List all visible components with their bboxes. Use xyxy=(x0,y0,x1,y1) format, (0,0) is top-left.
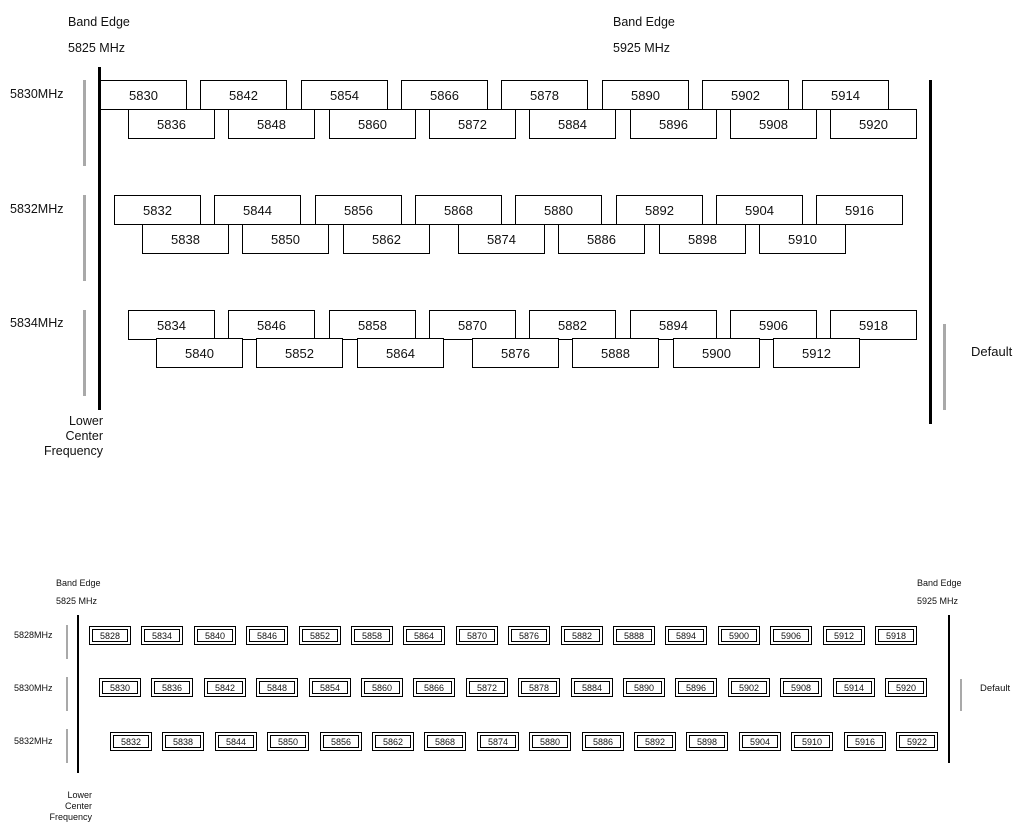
row-bracket-small-5828 xyxy=(66,625,68,659)
channel-box-small-5838 xyxy=(162,732,204,751)
channel-box-5870: 5870 xyxy=(429,310,516,340)
row-bracket-5830 xyxy=(83,80,86,166)
channel-box-5872: 5872 xyxy=(429,109,516,139)
channel-box-5834: 5834 xyxy=(128,310,215,340)
channel-box-5866: 5866 xyxy=(401,80,488,110)
channel-box-small-label: 5866 xyxy=(416,681,452,694)
row-label-small-5828: 5828MHz xyxy=(14,630,53,640)
channel-box-small-5862 xyxy=(372,732,414,751)
band-edge-left-title: Band Edge xyxy=(68,15,130,29)
channel-box-small-label: 5904 xyxy=(742,735,778,748)
channel-box-small-label: 5852 xyxy=(302,629,338,642)
row-label-small-5832: 5832MHz xyxy=(14,736,53,746)
channel-box-5884: 5884 xyxy=(529,109,616,139)
channel-box-small-5854 xyxy=(309,678,351,697)
band-edge-left xyxy=(68,9,130,61)
channel-box-small-label: 5868 xyxy=(427,735,463,748)
channel-box-small-label: 5844 xyxy=(218,735,254,748)
band-edge-left-small xyxy=(56,574,101,610)
channel-box-5900: 5900 xyxy=(673,338,760,368)
channel-box-small-5902 xyxy=(728,678,770,697)
channel-box-small-5846 xyxy=(246,626,288,645)
band-edge-right-small xyxy=(917,574,962,610)
channel-box-5890: 5890 xyxy=(602,80,689,110)
band-edge-right-small-title: Band Edge xyxy=(917,578,962,588)
channel-box-small-5908 xyxy=(780,678,822,697)
channel-box-small-label: 5878 xyxy=(521,681,557,694)
row-bracket-5834 xyxy=(83,310,86,396)
channel-box-small-5868 xyxy=(424,732,466,751)
channel-box-5910: 5910 xyxy=(759,224,846,254)
channel-box-small-5896 xyxy=(675,678,717,697)
channel-box-small-5864 xyxy=(403,626,445,645)
default-bracket xyxy=(943,324,946,410)
channel-box-small-5914 xyxy=(833,678,875,697)
channel-box-5920: 5920 xyxy=(830,109,917,139)
channel-box-small-5898 xyxy=(686,732,728,751)
channel-box-small-label: 5910 xyxy=(794,735,830,748)
channel-box-small-label: 5858 xyxy=(354,629,390,642)
channel-box-small-label: 5854 xyxy=(312,681,348,694)
channel-box-5888: 5888 xyxy=(572,338,659,368)
channel-box-small-5878 xyxy=(518,678,560,697)
channel-box-small-5860 xyxy=(361,678,403,697)
channel-box-small-label: 5890 xyxy=(626,681,662,694)
channel-box-small-5900 xyxy=(718,626,760,645)
default-label-small: Default xyxy=(980,683,1011,694)
channel-box-small-label: 5850 xyxy=(270,735,306,748)
channel-box-small-label: 5920 xyxy=(888,681,924,694)
channel-box-small-label: 5874 xyxy=(480,735,516,748)
channel-box-small-5886 xyxy=(582,732,624,751)
channel-box-small-label: 5836 xyxy=(154,681,190,694)
channel-box-5864: 5864 xyxy=(357,338,444,368)
channel-box-5908: 5908 xyxy=(730,109,817,139)
channel-box-5918: 5918 xyxy=(830,310,917,340)
channel-box-5894: 5894 xyxy=(630,310,717,340)
lower-center-frequency-label-small xyxy=(22,790,92,823)
channel-box-5892: 5892 xyxy=(616,195,703,225)
lower-center-small-line-3: Frequency xyxy=(49,812,92,822)
row-bracket-small-5832 xyxy=(66,729,68,763)
band-edge-left-small-title: Band Edge xyxy=(56,578,101,588)
channel-box-small-5892 xyxy=(634,732,676,751)
channel-box-small-label: 5838 xyxy=(165,735,201,748)
channel-box-small-5880 xyxy=(529,732,571,751)
channel-box-small-5916 xyxy=(844,732,886,751)
upper-band-edge-line xyxy=(929,80,932,424)
channel-box-small-label: 5856 xyxy=(323,735,359,748)
channel-box-small-label: 5908 xyxy=(783,681,819,694)
row-label-5830: 5830MHz xyxy=(10,87,64,101)
channel-box-small-5890 xyxy=(623,678,665,697)
channel-box-small-5858 xyxy=(351,626,393,645)
band-edge-right xyxy=(613,9,675,61)
channel-box-small-label: 5872 xyxy=(469,681,505,694)
upper-band-edge-line-small xyxy=(948,615,950,763)
channel-box-5868: 5868 xyxy=(415,195,502,225)
row-bracket-small-5830 xyxy=(66,677,68,711)
channel-box-5862: 5862 xyxy=(343,224,430,254)
channel-box-small-label: 5906 xyxy=(773,629,809,642)
channel-box-small-label: 5882 xyxy=(564,629,600,642)
channel-box-5874: 5874 xyxy=(458,224,545,254)
channel-box-5858: 5858 xyxy=(329,310,416,340)
channel-box-small-label: 5834 xyxy=(144,629,180,642)
channel-box-small-label: 5832 xyxy=(113,735,149,748)
channel-box-5898: 5898 xyxy=(659,224,746,254)
channel-box-small-5906 xyxy=(770,626,812,645)
channel-box-5842: 5842 xyxy=(200,80,287,110)
channel-box-small-label: 5894 xyxy=(668,629,704,642)
lower-center-line-3: Frequency xyxy=(43,444,103,458)
band-edge-left-small-freq: 5825 MHz xyxy=(56,596,98,606)
channel-box-small-label: 5864 xyxy=(406,629,442,642)
channel-box-5836: 5836 xyxy=(128,109,215,139)
channel-box-5896: 5896 xyxy=(630,109,717,139)
channel-box-small-label: 5912 xyxy=(826,629,862,642)
channel-box-small-5888 xyxy=(613,626,655,645)
channel-box-small-5874 xyxy=(477,732,519,751)
lower-center-line-2: Center xyxy=(65,429,103,443)
channel-box-small-5852 xyxy=(299,626,341,645)
channel-box-5848: 5848 xyxy=(228,109,315,139)
channel-box-small-label: 5884 xyxy=(574,681,610,694)
lower-center-small-line-1: Lower xyxy=(67,790,92,800)
channel-box-small-label: 5876 xyxy=(511,629,547,642)
channel-box-small-5918 xyxy=(875,626,917,645)
channel-box-small-5910 xyxy=(791,732,833,751)
channel-box-5844: 5844 xyxy=(214,195,301,225)
channel-box-small-5922 xyxy=(896,732,938,751)
channel-box-small-label: 5922 xyxy=(899,735,935,748)
channel-box-small-label: 5886 xyxy=(585,735,621,748)
channel-box-small-label: 5918 xyxy=(878,629,914,642)
channel-box-small-5842 xyxy=(204,678,246,697)
band-edge-right-title: Band Edge xyxy=(613,15,675,29)
channel-box-small-5828 xyxy=(89,626,131,645)
channel-box-small-5920 xyxy=(885,678,927,697)
channel-box-small-5882 xyxy=(561,626,603,645)
band-edge-left-freq: 5825 MHz xyxy=(68,41,125,55)
channel-box-small-label: 5888 xyxy=(616,629,652,642)
lower-band-edge-line-small xyxy=(77,615,79,773)
channel-box-small-5832 xyxy=(110,732,152,751)
channel-box-5830: 5830 xyxy=(100,80,187,110)
channel-box-5914: 5914 xyxy=(802,80,889,110)
channel-box-small-label: 5846 xyxy=(249,629,285,642)
band-edge-right-freq: 5925 MHz xyxy=(613,41,670,55)
channel-box-5906: 5906 xyxy=(730,310,817,340)
channel-box-5838: 5838 xyxy=(142,224,229,254)
channel-box-5878: 5878 xyxy=(501,80,588,110)
channel-box-small-label: 5896 xyxy=(678,681,714,694)
channel-box-5852: 5852 xyxy=(256,338,343,368)
channel-box-5904: 5904 xyxy=(716,195,803,225)
channel-box-5876: 5876 xyxy=(472,338,559,368)
channel-box-small-label: 5870 xyxy=(459,629,495,642)
channel-box-5854: 5854 xyxy=(301,80,388,110)
channel-box-5916: 5916 xyxy=(816,195,903,225)
channel-box-small-5876 xyxy=(508,626,550,645)
channel-box-small-5866 xyxy=(413,678,455,697)
channel-box-small-label: 5830 xyxy=(102,681,138,694)
row-label-small-5830: 5830MHz xyxy=(14,683,53,693)
lower-center-frequency-label xyxy=(13,414,103,459)
lower-center-line-1: Lower xyxy=(68,414,103,428)
band-edge-right-small-freq: 5925 MHz xyxy=(917,596,959,606)
channel-box-small-5894 xyxy=(665,626,707,645)
row-bracket-5832 xyxy=(83,195,86,281)
lower-center-small-line-2: Center xyxy=(64,801,92,811)
channel-box-small-label: 5892 xyxy=(637,735,673,748)
channel-box-small-label: 5898 xyxy=(689,735,725,748)
default-label: Default xyxy=(971,344,1013,359)
channel-box-small-label: 5880 xyxy=(532,735,568,748)
lower-band-edge-line xyxy=(98,67,101,410)
channel-box-5882: 5882 xyxy=(529,310,616,340)
channel-box-small-5850 xyxy=(267,732,309,751)
channel-box-small-5912 xyxy=(823,626,865,645)
channel-box-small-5872 xyxy=(466,678,508,697)
channel-box-small-label: 5840 xyxy=(197,629,233,642)
channel-box-5902: 5902 xyxy=(702,80,789,110)
channel-box-small-label: 5828 xyxy=(92,629,128,642)
channel-box-5850: 5850 xyxy=(242,224,329,254)
channel-box-small-5904 xyxy=(739,732,781,751)
channel-box-5860: 5860 xyxy=(329,109,416,139)
channel-box-5880: 5880 xyxy=(515,195,602,225)
row-label-5834: 5834MHz xyxy=(10,316,64,330)
channel-box-small-label: 5842 xyxy=(207,681,243,694)
channel-box-small-5848 xyxy=(256,678,298,697)
channel-box-5832: 5832 xyxy=(114,195,201,225)
channel-box-5856: 5856 xyxy=(315,195,402,225)
channel-box-5886: 5886 xyxy=(558,224,645,254)
channel-box-small-5870 xyxy=(456,626,498,645)
default-bracket-small xyxy=(960,679,962,711)
channel-box-small-5856 xyxy=(320,732,362,751)
channel-box-small-label: 5916 xyxy=(847,735,883,748)
channel-box-small-5840 xyxy=(194,626,236,645)
channel-box-small-5830 xyxy=(99,678,141,697)
channel-box-5840: 5840 xyxy=(156,338,243,368)
channel-box-small-label: 5900 xyxy=(721,629,757,642)
channel-box-5912: 5912 xyxy=(773,338,860,368)
channel-box-small-label: 5862 xyxy=(375,735,411,748)
channel-box-small-label: 5902 xyxy=(731,681,767,694)
channel-box-small-label: 5914 xyxy=(836,681,872,694)
channel-box-small-label: 5848 xyxy=(259,681,295,694)
channel-box-5846: 5846 xyxy=(228,310,315,340)
channel-box-small-5836 xyxy=(151,678,193,697)
channel-box-small-5834 xyxy=(141,626,183,645)
channel-box-small-label: 5860 xyxy=(364,681,400,694)
row-label-5832: 5832MHz xyxy=(10,202,64,216)
channel-box-small-5884 xyxy=(571,678,613,697)
channel-box-small-5844 xyxy=(215,732,257,751)
